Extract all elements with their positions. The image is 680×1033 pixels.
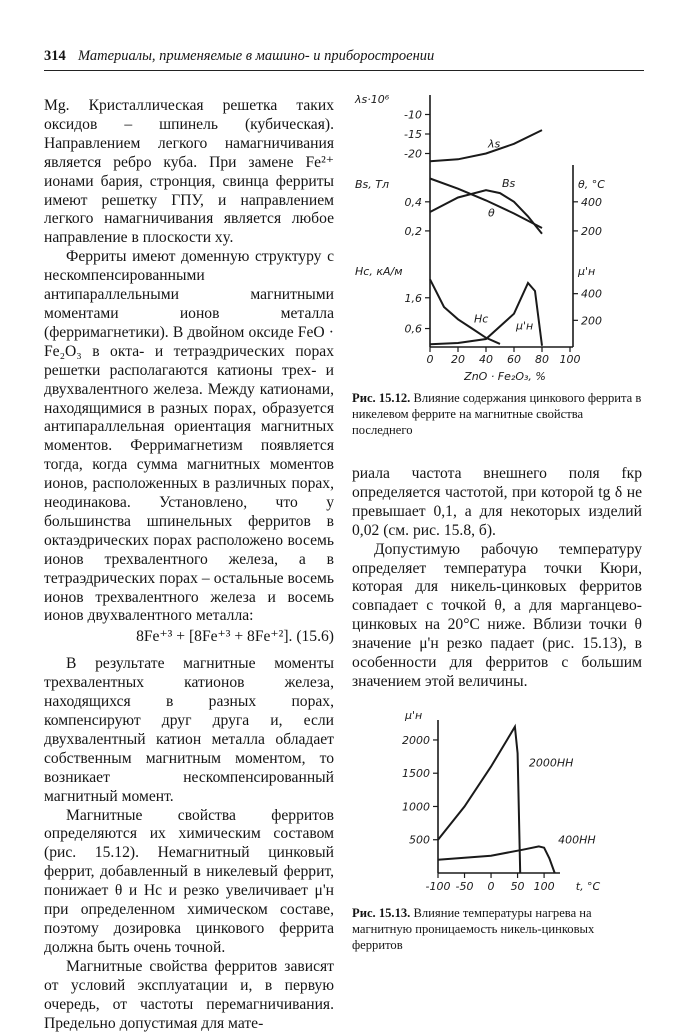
y-tick-label: 0,2	[404, 224, 422, 238]
series-label: θ	[488, 206, 495, 220]
y-tick-label: 2000	[402, 733, 430, 747]
x-tick-label: 0	[487, 880, 495, 893]
x-tick-label: -50	[455, 880, 474, 893]
figure-15-13-caption	[352, 905, 642, 953]
x-tick-label: 60	[507, 353, 521, 366]
caption-label: Рис. 15.12.	[352, 391, 411, 405]
right-tick-label: 200	[581, 224, 602, 238]
y-axis-label: λs·10⁶	[355, 93, 390, 106]
figure-15-12-chart	[345, 85, 645, 385]
right-tick-label: 400	[581, 287, 602, 301]
x-tick-label: 0	[426, 353, 434, 366]
y-axis-label: Bs, Тл	[355, 178, 390, 191]
right-axis-label: μ'н	[578, 265, 596, 278]
series-label: Hc	[474, 312, 489, 326]
figure-15-12-caption	[352, 390, 642, 438]
paragraph: Mg. Кристаллическая решетка таких оксидов – шпинель (кубическая). Направлением легкого намагничивания является ребро куба. При замене Fe²⁺ ионами бария, стронция, свинца ферриты имеют решетку ГПУ, и направлением легкого намагничивания является любое направление в плоскости xy.	[44, 97, 334, 247]
paragraph: Допустимую рабочую температуру определяет температура точки Кюри, которая для никель-цинковых ферритов совпадает с точкой θ, а для марганцево-цинковых на 20°С ниже. Вблизи точки θ значение μ'н резко падает (рис. 15.13), в особенности для ферритов с большим значением этой величины.	[352, 540, 642, 690]
series-line	[438, 846, 555, 873]
y-tick-label: 1500	[402, 767, 430, 781]
left-column	[44, 97, 334, 1033]
header-rule	[44, 70, 644, 71]
caption-text: Влияние содержания цинкового феррита в никелевом феррите на магнитные свойства последнего	[352, 391, 642, 437]
series-label: μ'н	[516, 319, 534, 333]
caption-label: Рис. 15.13.	[352, 906, 411, 920]
series-label: 2000НН	[528, 756, 574, 770]
caption-text: Влияние температуры нагрева на магнитную проницаемость никель-цинковых ферритов	[352, 906, 595, 952]
series-line	[438, 727, 520, 873]
series-line	[430, 130, 542, 161]
y-tick-label: 500	[409, 833, 430, 847]
page-header	[44, 48, 644, 68]
right-column	[352, 465, 642, 692]
x-axis-label: ZnO · Fe₂O₃, %	[464, 370, 546, 383]
y-tick-label: 0,4	[404, 195, 422, 209]
series-line	[430, 279, 500, 344]
page-number: 314	[44, 48, 66, 64]
x-tick-label: 40	[479, 353, 493, 366]
y-tick-label: 0,6	[404, 322, 422, 336]
series-label: Bs	[502, 177, 516, 191]
running-title: Материалы, применяемые в машино- и приборостроении	[78, 48, 435, 64]
y-tick-label: -20	[404, 147, 422, 161]
x-axis-label: t, °C	[575, 880, 601, 893]
x-tick-label: 100	[559, 353, 581, 366]
x-tick-label: -100	[425, 880, 451, 893]
paragraph: Магнитные свойства ферритов определяются их химическим составом (рис. 15.12). Немагнитный цинковый феррит, добавленный в никелевый феррит, понижает θ и Hc и резко увеличивает μ'н при определенном химическом составе, поэтому дозировка цинкового феррита должна быть очень точной.	[44, 806, 334, 956]
x-tick-label: 20	[451, 353, 465, 366]
figure-15-13-chart	[370, 705, 630, 900]
y-axis-label: Hc, кА/м	[355, 265, 403, 278]
paragraph: Ферриты имеют доменную структуру с нескомпенсированными антипараллельными магнитными моментами ионов металла (ферримагнетики). В двойном оксиде FeO · Fe₂O₃ в окта- и тетраэдрических порах решетки располагаются катионы трех- и двухвалентного железа. Между катионами, находящимися в разных порах, образуется антипараллельная ориентация магнитных моментов. Ферримагнетизм появляется тогда, когда сумма магнитных моментов ионов, расположенных в различных порах, неодинакова. Установлено, что у большинства шпинельных ферритов в октаэдрических порах расположено восемь ионов трехвалентного железа, а в тетраэдрических порах – остальные восемь ионов трехвалентного железа и восемь ионов двухвалентного металла:	[44, 248, 334, 625]
right-tick-label: 400	[581, 195, 602, 209]
y-tick-label: 1000	[402, 800, 430, 814]
x-tick-label: 80	[535, 353, 549, 366]
y-tick-label: -10	[404, 108, 422, 122]
series-label: 400НН	[558, 833, 596, 847]
y-tick-label: 1,6	[404, 291, 422, 305]
series-label: λs	[488, 137, 501, 151]
y-axis-label: μ'н	[405, 709, 423, 722]
y-tick-label: -15	[404, 128, 422, 141]
right-tick-label: 200	[581, 314, 602, 328]
paragraph: риала частота внешнего поля fкр определяется частотой, при которой tg δ не превышает 0,1, а для некоторых изделий 0,02 (см. рис. 15.8, б).	[352, 465, 642, 539]
right-axis-label: θ, °C	[578, 178, 605, 191]
x-tick-label: 100	[533, 880, 555, 893]
series-line	[430, 190, 542, 234]
paragraph: Магнитные свойства ферритов зависят от условий эксплуатации и, в первую очередь, от частоты перемагничивания. Предельно допустимая для мате-	[44, 957, 334, 1032]
formula: 8Fe⁺³ + [8Fe⁺³ + 8Fe⁺²]. (15.6)	[136, 628, 334, 646]
x-tick-label: 50	[510, 880, 525, 893]
paragraph: В результате магнитные моменты трехвалентных катионов железа, находящихся в разных порах, компенсируют друг друга и, если двухвалентный катион металла обладает собственным магнитным моментом, то возникает нескомпенсированный магнитный момент.	[44, 655, 334, 805]
